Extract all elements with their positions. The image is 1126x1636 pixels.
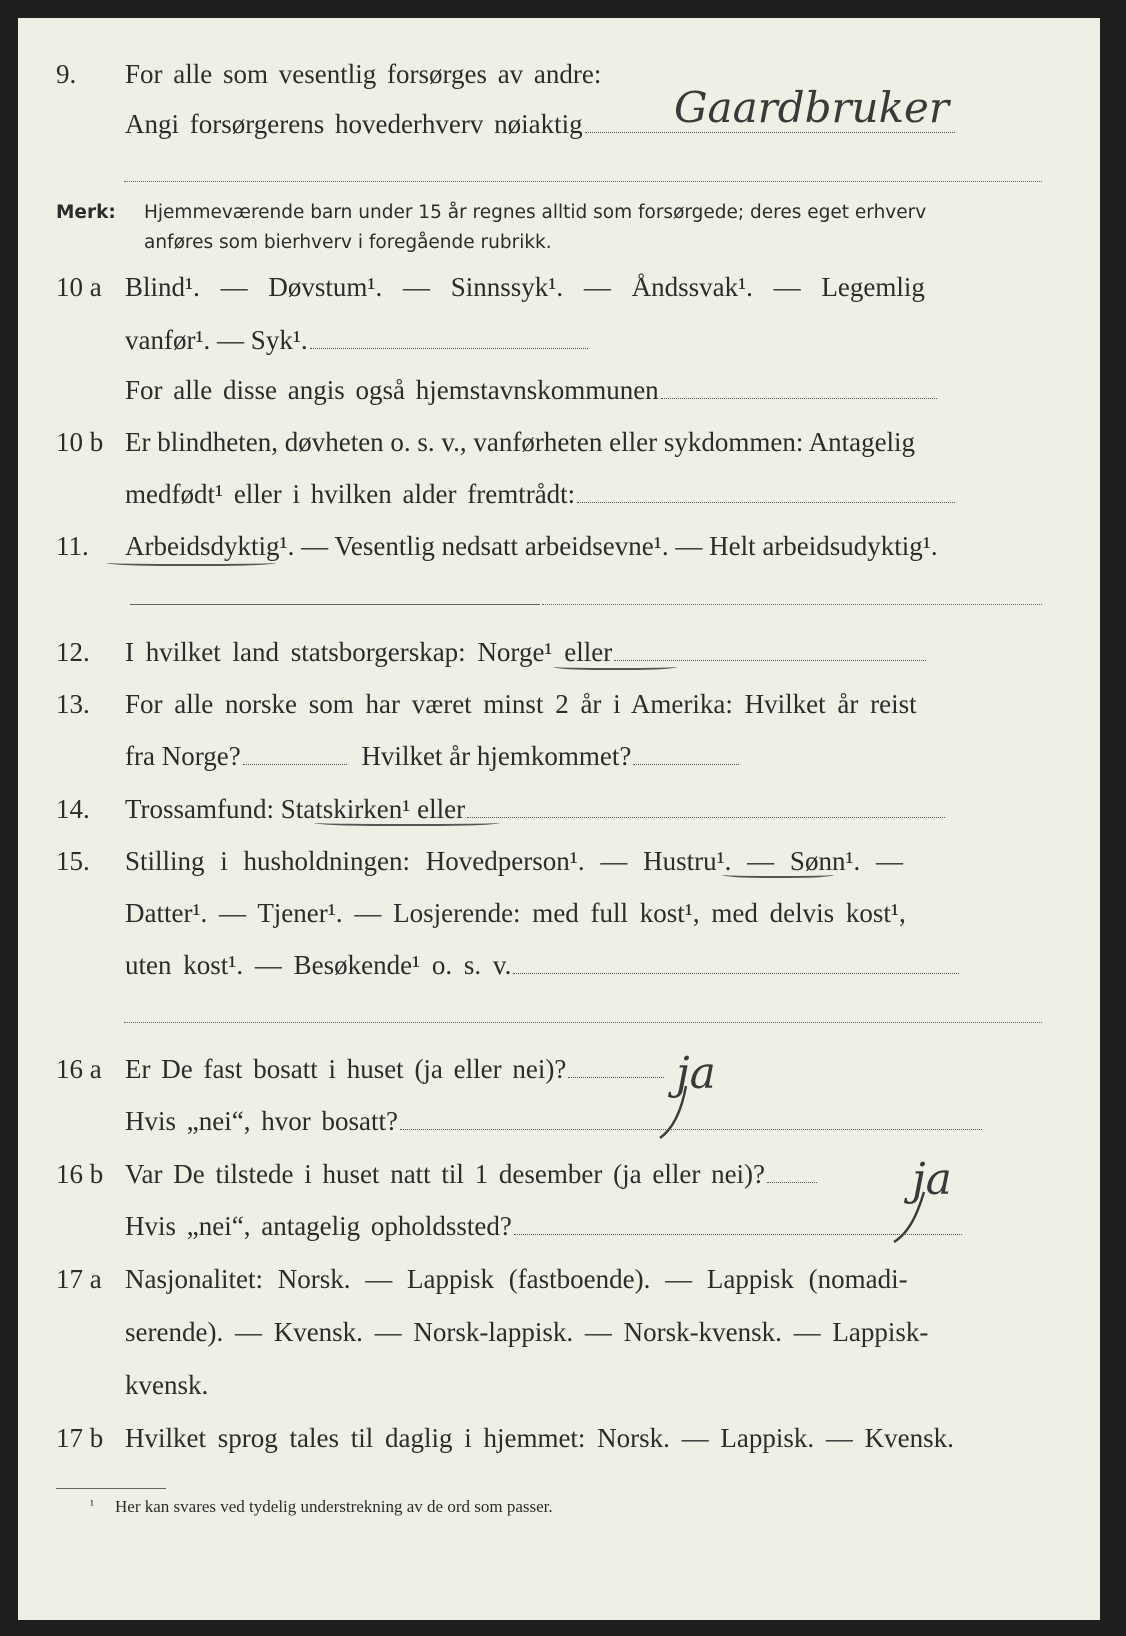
q10a-line2-text: vanfør¹. — Syk¹. — [125, 325, 308, 355]
merk-line2: anføres som bierhverv i foregående rubrikk. — [144, 232, 552, 253]
q15-line3-text: uten kost¹. — Besøkende¹ o. s. v. — [125, 950, 512, 980]
q14-underline-mark — [314, 818, 500, 826]
merk-line1: Hjemmeværende barn under 15 år regnes alltid som forsørgede; deres eget erhverv — [144, 202, 927, 223]
footnote-rule — [56, 1488, 166, 1489]
q10a-line1: Blind¹. — Døvstum¹. — Sinnssyk¹. — Åndssvak¹. — Legemlig — [125, 272, 925, 302]
q15-line1: Stilling i husholdningen: Hovedperson¹. — Hustru¹. — Sønn¹. — — [125, 846, 904, 876]
q17a-line2: serende). — Kvensk. — Norsk-lappisk. — Norsk-kvensk. — Lappisk- — [125, 1317, 929, 1347]
q10a-line2 — [125, 324, 588, 356]
q14-line1 — [125, 793, 945, 825]
q13-line2 — [125, 740, 739, 772]
divider-left — [130, 604, 540, 605]
q15-line2: Datter¹. — Tjener¹. — Losjerende: med full kost¹, med delvis kost¹, — [125, 898, 906, 928]
footnote-mark: ¹ — [90, 1497, 94, 1512]
q9-answer-rule — [124, 181, 1042, 182]
q16a-line1 — [125, 1053, 664, 1085]
q11-underline-mark — [106, 558, 276, 566]
q12-underline-mark — [553, 662, 677, 670]
q15-number: 15. — [56, 846, 90, 876]
q16a-line2 — [125, 1105, 982, 1137]
q16b-line2-text: Hvis „nei“, antagelig opholdssted? — [125, 1211, 512, 1241]
q12-line1-text: I hvilket land statsborgerskap: Norge¹ eller — [125, 637, 613, 667]
q15-answer-rule — [124, 1022, 1042, 1023]
q16b-answer-text: ja — [912, 1154, 952, 1205]
divider-right — [542, 604, 1042, 605]
merk-label: Merk: — [56, 202, 116, 223]
q9-number: 9. — [56, 59, 77, 89]
q16a-line1-text: Er De fast bosatt i huset (ja eller nei)? — [125, 1054, 567, 1084]
q9-answer-text: Gaardbruker — [674, 83, 949, 132]
q13-line2a-text: fra Norge? — [125, 741, 241, 771]
q16b-line2 — [125, 1210, 962, 1242]
q11-number: 11. — [56, 531, 89, 561]
q17b-number: 17 b — [56, 1423, 104, 1453]
q13-line1: For alle norske som har været minst 2 år i Amerika: Hvilket år reist — [125, 689, 917, 719]
q17a-number: 17 a — [56, 1264, 102, 1294]
q10b-number: 10 b — [56, 427, 104, 457]
q12-number: 12. — [56, 637, 90, 667]
q10a-line3-text: For alle disse angis også hjemstavnskommunen — [125, 375, 659, 405]
q10a-number: 10 a — [56, 272, 102, 302]
form-page — [18, 18, 1100, 1620]
q12-line1 — [125, 636, 926, 668]
q16b-number: 16 b — [56, 1159, 104, 1189]
q13-number: 13. — [56, 689, 90, 719]
q13-line2b-text: Hvilket år hjemkommet? — [361, 741, 632, 771]
q16b-line1-text: Var De tilstede i huset natt til 1 desember (ja eller nei)? — [125, 1159, 766, 1189]
q15-line3 — [125, 949, 959, 981]
q16a-line2-text: Hvis „nei“, hvor bosatt? — [125, 1106, 398, 1136]
q14-line1-text: Trossamfund: Statskirken¹ eller — [125, 794, 466, 824]
q9-handwritten-answer — [668, 76, 1038, 136]
q17a-line1: Nasjonalitet: Norsk. — Lappisk (fastboende). — Lappisk (nomadi- — [125, 1264, 908, 1294]
q17b-line1: Hvilket sprog tales til daglig i hjemmet: Norsk. — Lappisk. — Kvensk. — [125, 1423, 954, 1453]
q16b-line1 — [125, 1158, 817, 1190]
q9-line1: For alle som vesentlig forsørges av andre: — [125, 59, 602, 89]
q10b-line2-text: medfødt¹ eller i hvilken alder fremtrådt: — [125, 479, 576, 509]
q14-number: 14. — [56, 794, 90, 824]
q11-line1: Arbeidsdyktig¹. — Vesentlig nedsatt arbeidsevne¹. — Helt arbeidsudyktig¹. — [125, 531, 938, 561]
q16a-number: 16 a — [56, 1054, 102, 1084]
q10b-line2 — [125, 478, 955, 510]
q10b-line1: Er blindheten, døvheten o. s. v., vanførheten eller sykdommen: Antagelig — [125, 427, 916, 457]
q15-underline-mark — [722, 870, 834, 878]
footnote-text: Her kan svares ved tydelig understrekning av de ord som passer. — [115, 1497, 553, 1516]
q17a-line3: kvensk. — [125, 1370, 209, 1400]
q9-label: Angi forsørgerens hovederhverv nøiaktig — [125, 109, 583, 139]
q10a-line3 — [125, 374, 937, 406]
q16a-answer-text: ja — [676, 1048, 716, 1099]
